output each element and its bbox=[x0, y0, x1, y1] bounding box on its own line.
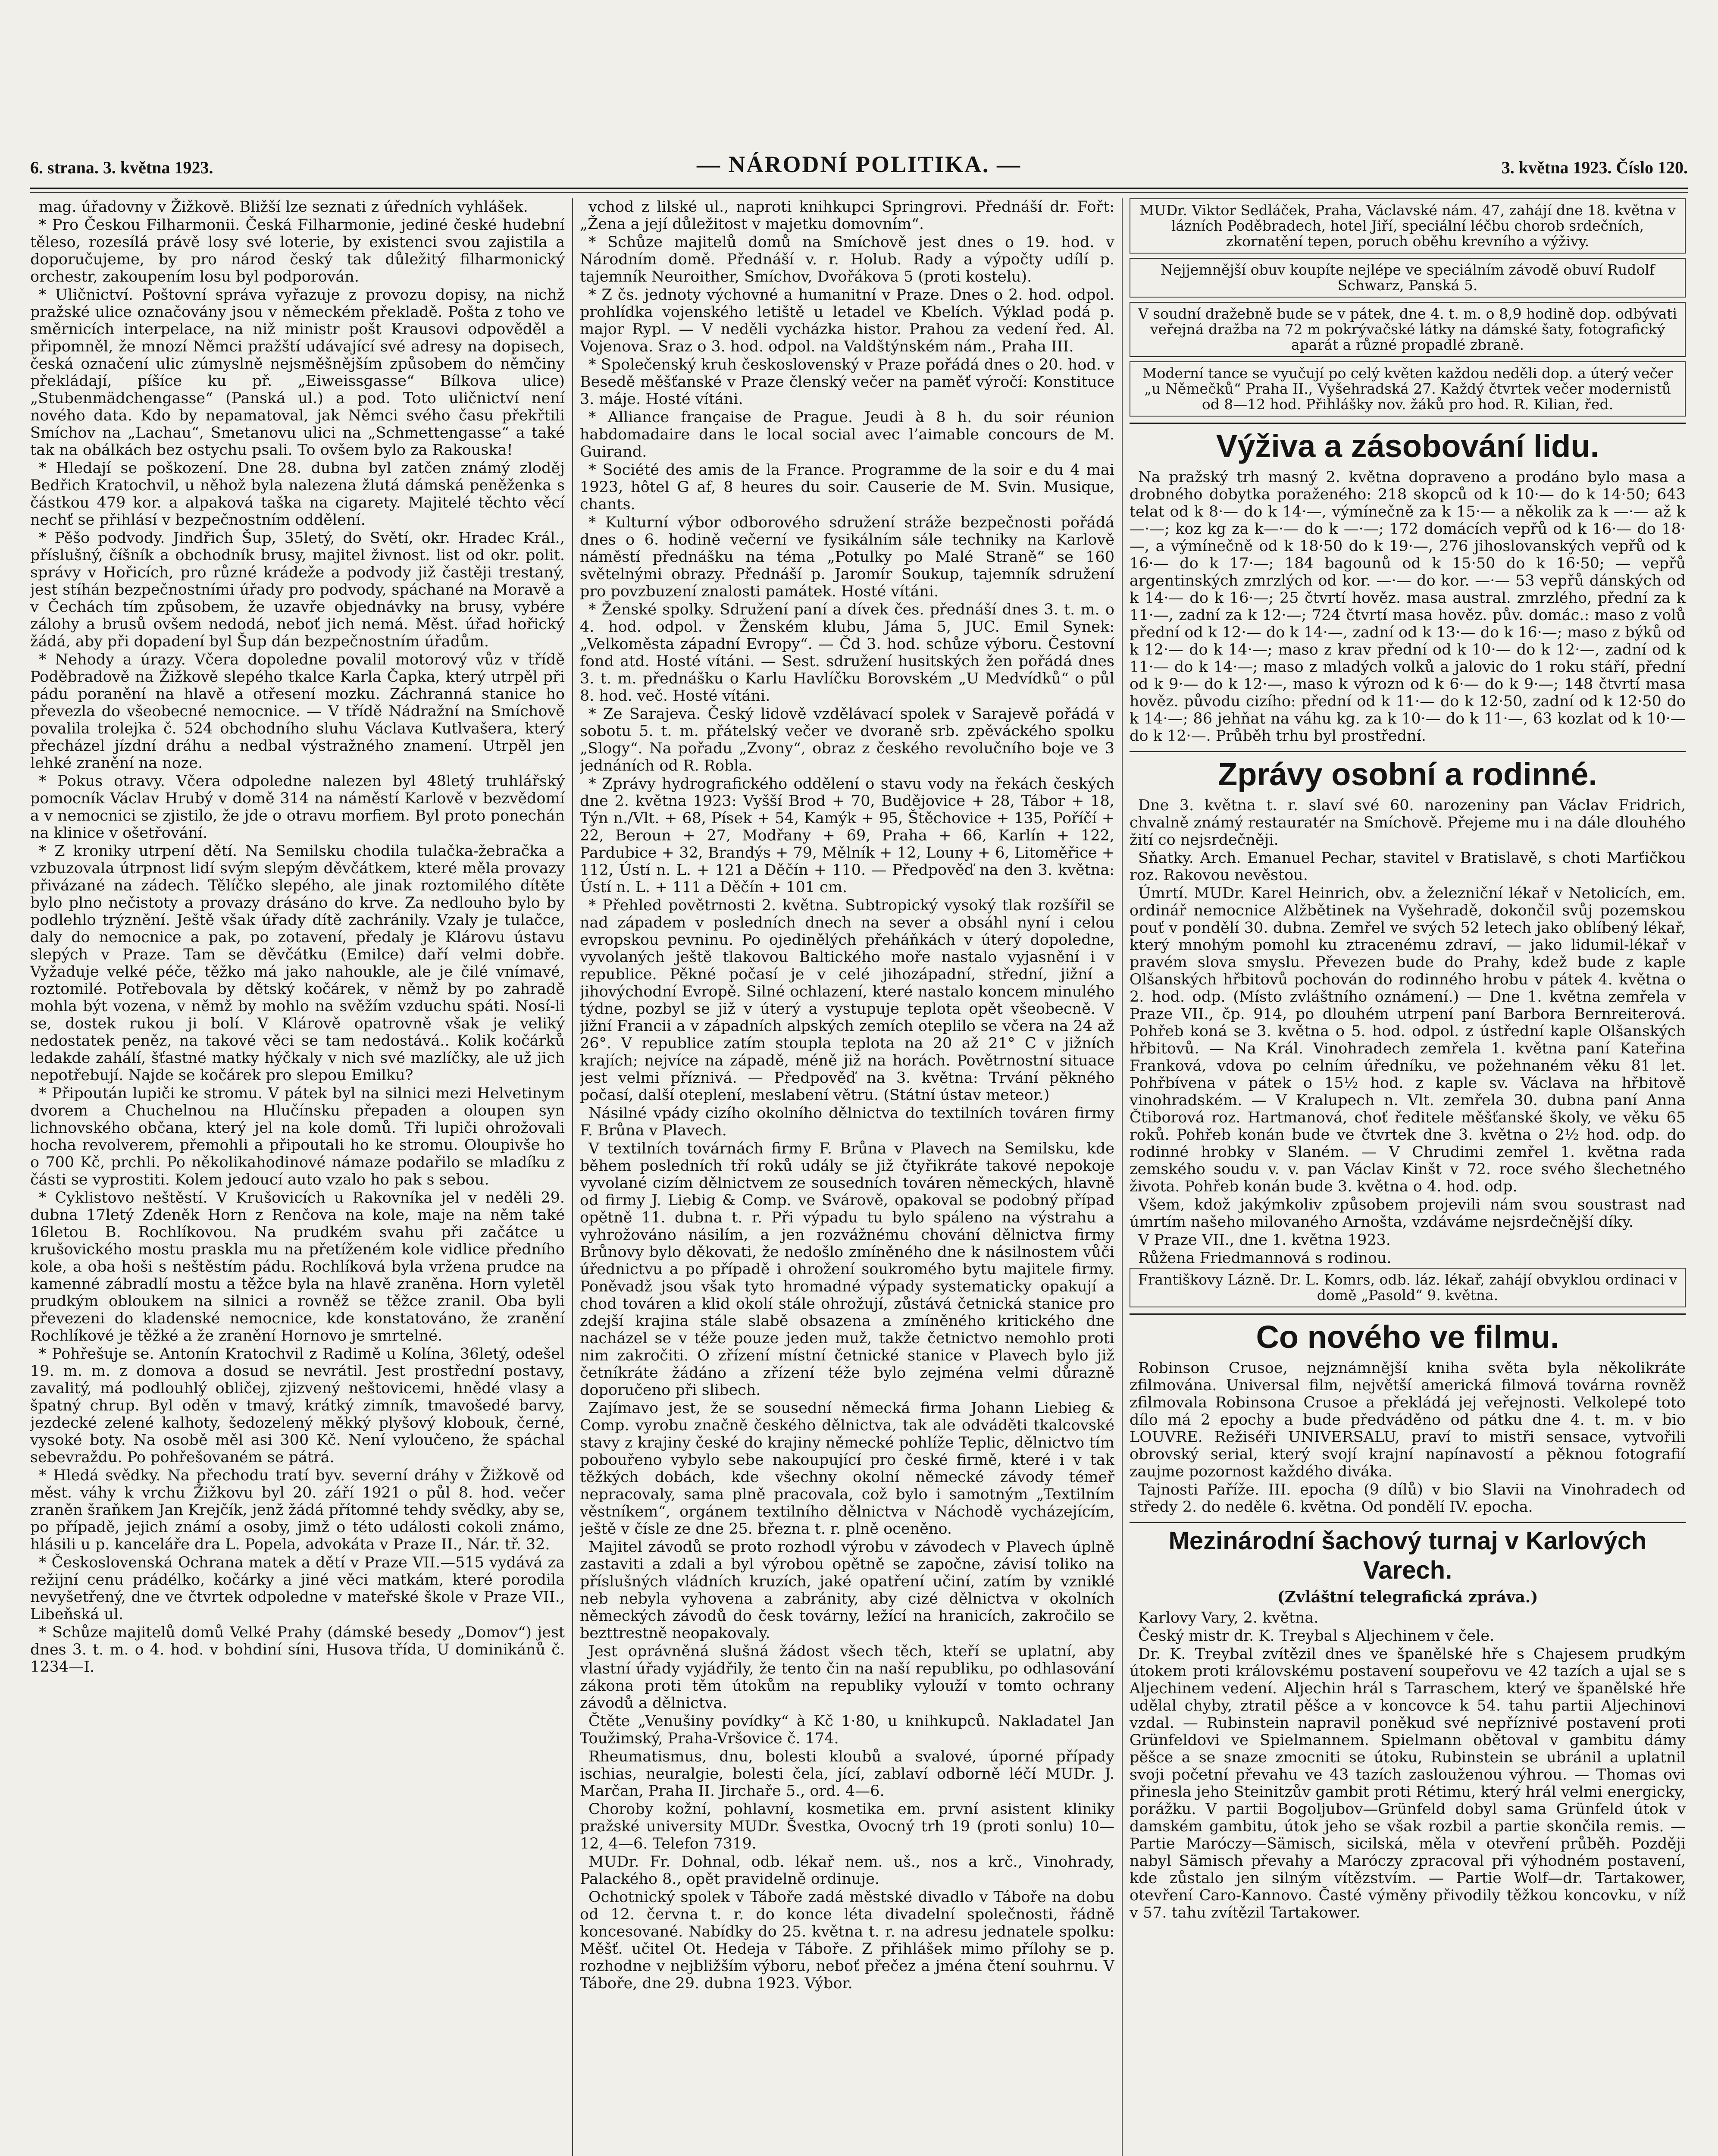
col3-personal-paragraph: Úmrtí. MUDr. Karel Heinrich, obv. a železniční lékař v Netolicích, em. ordinář nemocnice Alžbětinek na Vyšehradě, dokončil svůj pozemskou pouť v pondělí 30. dubna. Zemřel ve svých 52 letech jako oblíbený lékař, který mnohým pomohl ku ztracenému zdraví, — jako lidumil-lékař v pravém slova smyslu. Převezen bude do Prahy, kdež bude z kaple Olšanských hřbitovů pochován do rodinného hrobu v pátek 4. května o 2. hod. odp. (Místo zvláštního oznámení.) — Dne 1. května zemřela v Praze VII., čp. 914, po dlouhém utrpení paní Barbora Bernreiterová. Pohřeb koná se 3. května o 5. hod. odpol. z ústřední kaple Olšanských hřbitovů. — Na Král. Vinohradech zemřela 1. května paní Kateřina Franková, vdova po celním úředníku, ve požehnaném věku 81 let. Pohřbívena v pátek o 15½ hod. z kaple sv. Václava na hřbitově vinohradském. — V Kralupech n. Vlt. zemřela 30. dubna paní Anna Čtiborová roz. Hartmanová, choť ředitele měšťanské školy, ve věku 65 roků. Pohřeb konán bude ve čtvrtek dne 3. května o 2½ hod. odp. do rodinné hrobky v Slaném. — V Chrudimi zemřel 1. května rada zemského soudu v. v. pan Václav Kinšt v 72. roce svého šlechetného života. Pohřeb konán bude 3. května o 4. hod. odp. bbox=[1130, 885, 1686, 1195]
col2-paragraph: * Společenský kruh československý v Praze pořádá dnes o 20. hod. v Besedě měšťanské v Praze členský večer na paměť výročí: Konstituce 3. máje. Hosté vítáni. bbox=[580, 356, 1114, 408]
col2-paragraph: Majitel závodů se proto rozhodl výrobu v závodech v Plavech úplně zastaviti a zdali a byl výrobou opětně se započne, závisí toliko na příslušných vládních kruzích, jaké opatření učiní, zatím by vzniklé neb nebyla vyhovena a zabránity, aby cizé dělnictva v okolních německých závodů do česk továrny, ležící na hranicích, zakročilo se bezttrestně neopakovaly. bbox=[580, 1539, 1114, 1642]
col2-paragraph: * Ženské spolky. Sdružení paní a dívek čes. přednáší dnes 3. t. m. o 4. hod. odpol. v Ženském klubu, Jáma 5, JUC. Emil Synek: „Velkoměsta západní Evropy“. — Čd 3. hod. schůze výboru. Čestovní fond atd. Hosté vítáni. — Sest. sdružení husitských žen pořádá dnes 3. t. m. přednášku o Karlu Havlíčku Borovském „U Medvídků“ o půl 8. hod. več. Hosté vítáni. bbox=[580, 601, 1114, 705]
film-news bbox=[1130, 1360, 1686, 1516]
header-issue-right: 3. května 1923. Číslo 120. bbox=[1501, 158, 1688, 177]
column-3 bbox=[1130, 198, 1686, 2156]
col1-paragraph: * Československá Ochrana matek a dětí v Praze VII.—515 vydává za režijní cenu prádélko, kočárky a jiné věci matkám, které porodila nevyšetřený, dne ve čtvrtek odpoledne v mateřské škole v Praze VII., Libeňská ul. bbox=[30, 1554, 565, 1623]
col3-personal-paragraph: Sňatky. Arch. Emanuel Pechar, stavitel v Bratislavě, s choti Marťičkou roz. Rakovou nevěstou. bbox=[1130, 849, 1686, 884]
col1-paragraph: * Nehody a úrazy. Včera dopoledne povalil motorový vůz v třídě Poděbradově na Žižkově slepého tkalce Karla Čapka, který utrpěl při pádu poranění na hlavě a otřesení mozku. Záchranná stanice ho převezla do všeobecné nemocnice. — V třídě Nádražní na Smíchově povalila trolejka č. 524 obchodního sluhu Václava Kutlvašera, který přecházel jízdní dráhu a nedbal výstražného znamení. Utrpěl jen lehké zranění na noze. bbox=[30, 651, 565, 772]
header-rule bbox=[30, 188, 1688, 189]
chess-subheading: (Zvláštní telegrafická zpráva.) bbox=[1277, 1588, 1538, 1606]
col2-paragraph: Ochotnický spolek v Táboře zadá městské divadlo v Táboře na dobu od 12. června t. r. do konce léta divadelní společnosti, řádně koncesované. Nabídky do 25. května t. r. na adresu jednatele spolku: Měšť. učitel Ot. Hedeja v Táboře. Z přihlášek mimo přílohy se p. rozhodne v nejbližším výboru, neboť přečez a jména čtení souhrnu. V Táboře, dne 29. dubna 1923. Výbor. bbox=[580, 1889, 1114, 1992]
section-heading-chess: Mezinárodní šachový turnaj v Karlových Varech. bbox=[1130, 1522, 1686, 1585]
col2-paragraph: * Přehled povětrnosti 2. května. Subtropický vysoký tlak rozšířil se nad západem v posledních dnech na sever a obsáhl nyní i celou evropskou pevninu. Po ojedinělých přeháňkách v úterý dopoledne, vyvolaných ještě tlakovou Baltického moře nastalo vyjasnění i v republice. Pěkné počasí je v celé jihozápadní, střední, jižní a jihovýchodní Evropě. Silné ochlazení, které nastalo koncem minulého týdne, pozbyl se již v úterý a vystupuje teplota opět všeobecně. V jižní Francii a v západních alpských zemích oteplilo se včera na 24 až 26°. V republice zatím stoupla teplota na 20 až 21° C v jižních krajích; nejvíce na západě, méně již na horách. Povětrnostní situace jest velmi příznivá. — Předpověď na 3. května: Trvání pěkného počasí, další oteplení, meslabení větru. (Státní ústav meteor.) bbox=[580, 897, 1114, 1104]
col3-personal-paragraph: Dne 3. května t. r. slaví své 60. narozeniny pan Václav Fridrich, chvalně známý restauratér na Smíchově. Přejeme mu i na dále dlouhého žití co nejsrdečněji. bbox=[1130, 797, 1686, 849]
spa-notice: Františkovy Lázně. Dr. L. Komrs, odb. láz. lékař, zahájí obvyklou ordinaci v domě „Pasold“ 9. května. bbox=[1130, 1268, 1686, 1307]
col3-personal-paragraph: V Praze VII., dne 1. května 1923. bbox=[1138, 1232, 1391, 1249]
col2-paragraph: * Kulturní výbor odborového sdružení stráže bezpečnosti pořádá dnes o 6. hodině večerní ve fysikálním sále techniky na Karlově náměstí přednášku na téma „Potulky po Malé Straně“ se 160 světelnými obrazy. Přednáší p. Jaromír Soukup, tajemník sdružení pro povzbuzení znalosti památek. Hosté vítáni. bbox=[580, 514, 1114, 600]
col2-paragraph: V textilních továrnách firmy F. Brůna v Plavech na Semilsku, kde během posledních tří roků udály se již čtyřikráte takové nepokoje vyvolané cizím dělnictvem ze sousedních továren německých, hlavně od firmy J. Liebig & Comp. ve Svárově, opakoval se podobný případ opětně 11. dubna t. r. Při výpadu tu bylo spáleno na výstrahu a vyhrožováno násilím, a jen rozvážnému chování dělnictva firmy Brůnovy bylo děkovati, že nedošlo zmíněného dne k násilnostem vůči úřednictvu a po případě i ohrožení soukromého bytu majitele firmy. Poněvadž jsou však tyto hromadné výpady systematicky opakují a chod továren a klid okolí stále ohrožují, zůstává četnická stanice pro zdejší krajina stále slabě obsazena a zmíněného kritického dne nacházel se v téže pouze jeden muž, takže četnictvo nemohlo proti nim zakročiti. O zřízení místní četnické stanice v Plavech bylo již četníkráte žádáno a zřízení téže bylo zejména velmi důrazně doporučeno při slibech. bbox=[580, 1140, 1114, 1399]
col3-ads-paragraph: V soudní dražebně bude se v pátek, dne 4. t. m. o 8,9 hodině dop. odbývati veřejná dražba na 72 m pokrývačské látky na dámské šaty, fotografický aparát a různé propadlé zbraně. bbox=[1130, 302, 1686, 357]
col3-personal-paragraph: Růžena Friedmannová s rodinou. bbox=[1138, 1250, 1392, 1267]
col2-paragraph: Čtěte „Venušiny povídky“ à Kč 1·80, u knihkupců. Nakladatel Jan Toužimský, Praha-Vršovice č. 174. bbox=[580, 1713, 1114, 1747]
col1-paragraph: * Schůze majitelů domů Velké Prahy (dámské besedy „Domov“) jest dnes 3. t. m. o 4. hod. v bohdiní síni, Husova třída, U dominikánů č. 1234—I. bbox=[30, 1624, 565, 1676]
col3-film-paragraph: Robinson Crusoe, nejznámnější kniha světa byla několikráte zfilmována. Universal film, největší americká filmová továrna rovněž zfilmovala Robinsona Crusoe a překládá jej veřejnosti. Velkolepé toto dílo má 2 epochy a bude předváděno od pátku dne 4. t. m. v bio LOUVRE. Režiséři UNIVERSALU, praví to mistři sensace, vytvořili obrovský serial, který svojí krajní napínavostí a pěknou fotografií zaujme pozornost každého diváka. bbox=[1130, 1360, 1686, 1480]
col3-chess-paragraph: Dr. K. Treybal zvítězil dnes ve španělské hře s Chajesem prudkým útokem proti královskému postavení soupeřovu ve 42 tazích a ujal se s Aljechinem vedení. Aljechin hrál s Tarraschem, který ve španělské hře udělal chyby, ztratil pěšce a v koncovce k 54. tahu partii Aljechinovi vzdal. — Rubinstein napravil poněkud své nepříznivé postavení proti Grünfeldovi ve Spielmannem. Spielmann obětoval v gambitu dámy pěšce a se snaze zmocniti se útoku, Rubinstein se ubránil a uplatnil svoji početní převahu ve 43 tazích zaslouženou výhrou. — Thomas ovi přinesla jeho Steinitzův gambit proti Rétimu, který hrál velmi energicky, porážku. V partii Bogoljubov—Grünfeld dobyl sama Grünfeld útok v damském gambitu, útok jeho se však rozbil a partie skončila remis. — Partie Maróczy—Sämisch, sicilská, měla v otevření průběh. Později nabyl Sämisch převahy a Maróczy zpracoval při výhodném postavení, kde zůstalo jen silným vítězstvím. — Partie Wolf—dr. Tartakower, otevření Caro-Kannovo. Časté výměny přivodily těžkou koncovku, v níž v 57. tahu zvítězil Tartakower. bbox=[1130, 1645, 1686, 1921]
header-rule-thin bbox=[30, 192, 1688, 193]
col2-paragraph: Jest oprávněná slušná žádost všech těch, kteří se uplatní, aby vlastní úřady vyjádřily, že tento čin na naší republiku, po odhlasování zákona proti těm útokům na republiky vylouží v tomto ochrany závodů a dělnictva. bbox=[580, 1643, 1114, 1712]
col2-paragraph: * Alliance française de Prague. Jeudi à 8 h. du soir réunion habdomadaire dans le local social avec l’aimable concours de M. Guirand. bbox=[580, 409, 1114, 461]
col1-paragraph: mag. úřadovny v Žižkově. Bližší lze seznati z úředních vyhlášek. bbox=[39, 198, 528, 216]
col3-chess-paragraph: Karlovy Vary, 2. května. bbox=[1138, 1609, 1319, 1626]
col3-food-paragraph: Na pražský trh masný 2. května dopraveno a prodáno bylo masa a drobného dobytka poraženého: 218 skopců od k 10·— do k 14·50; 643 telat od k 8·— do k 14·—, výmínečně za k 15·— a několik za k —·— až k —·—; koz kg za k—·— do k —·—; 172 domácích vepřů od k 16·— do 18·—, a výmínečně od k 18·50 do k 19·—, 276 jihoslovanských vepřů od k 16·— do k 17·—; 184 bagounů od k 15·50 do k 16·50; — vepřů argentinských zmrzlých od kor. —·— do kor. —·— 53 vepřů dánských od k 14·— do k 16·—; 25 čtvrtí hověz. masa austral. zmrzlého, přední za k 11·—, zadní za k 12·—; 724 čtvrtí masa hověz. pův. domác.: maso z volů přední od k 12·— do k 14·—, zadní od k 13·— do k 16·—; maso z býků od k 12·— do k 14·—; maso z krav přední od k 10·— do k 12·—, zadní od k 11·— do k 14·—; maso z mladých volků a jalovic do 1 roku stáří, přední od k 9·— do k 12·—, maso k výrozn od k 6·— do k 9·—; 148 čtvrtí masa hověz. původu cizího: přední od k 11·— do k 12·50, zadní od k 12·50 do k 14·—; 86 jehňat na váhu kg. za k 10·— do k 11·—, 63 kozlat od k 10·— do k 12·—. Průběh trhu byl prostřední. bbox=[1130, 469, 1686, 745]
col1-paragraph: * Hledají se poškození. Dne 28. dubna byl zatčen známý zloděj Bedřich Kratochvil, u něhož byla nalezena žlutá dámská peněženka s částkou 479 kor. a alpaková taška na cigarety. Majitelé těchto věcí nechť se přihlásí v bezpečnostním oddělení. bbox=[30, 460, 565, 529]
col3-film-paragraph: Tajnosti Paříže. III. epocha (9 dílů) v bio Slavii na Vinohradech od středy 2. do neděle 6. května. Od pondělí IV. epocha. bbox=[1130, 1481, 1686, 1516]
col3-ads-paragraph: Moderní tance se vyučují po celý květen každou neděli dop. a úterý večer „u Němečků“ Praha II., Vyšehradská 27. Každý čtvrtek večer modernistů od 8—12 hod. Přihlášky nov. žáků pro hod. R. Kilian, řed. bbox=[1130, 361, 1686, 417]
col2-paragraph: * Schůze majitelů domů na Smíchově jest dnes o 19. hod. v Národním domě. Přednáší v. r. Holub. Rady a výpočty udílí p. tajemník Neuroither, Smíchov, Dvořákova 5 (proti kostelu). bbox=[580, 234, 1114, 285]
col2-paragraph: * Zprávy hydrografického oddělení o stavu vody na řekách českých dne 2. května 1923: Vyšší Brod + 70, Budějovice + 28, Tábor + 18, Týn n./Vlt. + 68, Písek + 54, Kamýk + 95, Štěchovice + 135, Poříčí + 22, Beroun + 27, Modřany + 69, Praha + 66, Karlín + 122, Pardubice + 32, Brandýs + 79, Mělník + 12, Louny + 6, Litoměřice + 112, Ústí n. L. + 121 a Děčín + 110. — Předpověď na den 3. května: Ústí n. L. + 111 a Děčín + 101 cm. bbox=[580, 775, 1114, 896]
col3-ads-paragraph: Nejjemnější obuv koupíte nejlépe ve speciálním závodě obuví Rudolf Schwarz, Panská 5. bbox=[1130, 258, 1686, 298]
col2-paragraph: * Ze Sarajeva. Český lidově vzdělávací spolek v Sarajevě pořádá v sobotu 5. t. m. přátelský večer ve dvoraně srb. zpěváckého spolku „Slogy“. Na pořadu „Zvony“, obraz z českého revolučního boje ve 3 jednáních od R. Robla. bbox=[580, 705, 1114, 774]
col2-paragraph: Choroby kožní, pohlavní, kosmetika em. první asistent kliniky pražské university MUDr. Švestka, Ovocný trh 19 (proti sonlu) 10—12, 4—6. Telefon 7319. bbox=[580, 1801, 1114, 1852]
col2-paragraph: Rheumatismus, dnu, bolesti kloubů a svalové, úporné případy ischias, neuralgie, bolesti čela, jící, zablaví odborně léčí MUDr. J. Marčan, Praha II. Jirchaře 5., ord. 4—6. bbox=[580, 1748, 1114, 1800]
col2-paragraph: Násilné vpády cizího okolního dělnictva do textilních továren firmy F. Brůna v Plavech. bbox=[580, 1105, 1114, 1139]
col2-paragraph: * Z čs. jednoty výchovné a humanitní v Praze. Dnes o 2. hod. odpol. prohlídka vojenského letiště u letadel ve Kbelích. Výklad podá p. major Rypl. — V neděli vycházka histor. Prahou za vedení řed. Al. Vojenova. Sraz o 3. hod. odpol. na Valdštýnském nám., Praha III. bbox=[580, 286, 1114, 355]
col2-paragraph: * Société des amis de la France. Programme de la soir e du 4 mai 1923, hôtel G af, 8 heures du soir. Causerie de M. Svin. Musique, chants. bbox=[580, 461, 1114, 513]
section-heading-food: Výživa a zásobování lidu. bbox=[1130, 423, 1686, 464]
section-heading-film: Co nového ve filmu. bbox=[1130, 1313, 1686, 1355]
col3-personal-paragraph: Všem, kdož jakýmkoliv způsobem projevili nám svou soustrast nad úmrtím našeho milovaného Arnošta, vzdáváme nejsrdečnější díky. bbox=[1130, 1196, 1686, 1231]
column-1 bbox=[30, 198, 565, 2156]
col1-paragraph: * Uličnictví. Poštovní správa vyřazuje z provozu dopisy, na nichž pražské ulice označovány jsou v německém překladě. Pošta z toho ve směrnicích interpelace, na niž ministr pošt Krausovi odpověděl a připomněl, že mnozí Němci pražští udávající své adresy na dopisech, česká označení ulic zúmyslně nejsměšnějším způsobem do němčiny překládají, píšíce ku př. „Eiweissgasse“ Bílkova ulice) „Stubenmädchengasse“ (Panská ul.) a pod. Toto uličnictví není nového data. Kdo by nepamatoval, jak Němci svého času překřtili Smíchov na „Lachau“, Smetanovu ulici na „Schmettengasse“ a také tak na obálkách bez ostychu psali. To ovšem bylo za Rakouska! bbox=[30, 286, 565, 459]
column-divider bbox=[572, 198, 573, 2156]
col1-paragraph: * Pro Českou Filharmonii. Česká Filharmonie, jediné české hudební těleso, rozesílá právě losy své loterie, by existenci svou zajistila a doporučujeme, by pro národ český tak důležitý filharmonický orchestr, zakoupením losu byl podporován. bbox=[30, 216, 565, 285]
masthead-title: — NÁRODNÍ POLITIKA. — bbox=[696, 151, 1022, 177]
col1-paragraph: * Připoután lupiči ke stromu. V pátek byl na silnici mezi Helvetinym dvorem a Chuchelnou na Hlučínsku přepaden a oloupen syn lichnovského občana, který jel na kole domů. Tři lupiči ohrožovali hocha revolverem, přemohli a připoutali ho ke stromu. Oloupivše ho o 700 Kč, prchli. Po několikahodinové námaze podařilo se mladíku z části se vyprostiti. Kolem jedoucí auto vzalo ho pak s sebou. bbox=[30, 1085, 565, 1188]
column-2 bbox=[580, 198, 1114, 2156]
personal-news bbox=[1130, 797, 1686, 1267]
classified-ads bbox=[1130, 198, 1686, 417]
col1-paragraph: * Z kroniky utrpení dětí. Na Semilsku chodila tulačka-žebračka a vzbuzovala útrpnost lidí svým slepým děvčátkem, které měla provazy přivázané na zádech. Tělíčko slepého, ale jinak roztomilého dítěte bylo plno nečistoty a provazy drásáno do krve. Za nedlouho bylo by podlehlo trýznění. Ještě však úřady dítě zachránily. Vzaly je tulačce, daly do nemocnice a pak, po zotavení, předaly je Klárovu ústavu slepých v Praze. Tam se děvčátku (Emilce) daří velmi dobře. Vyžaduje velké péče, těžko má jako nahoukle, ale je čilé vnímavé, roztomilé. Potřebovala by dětský kočárek, v němž by po zahradě mohla být vozena, v němž by mohlo na svěžím vzduchu spáti. Nosí-li se, dostek rukou ji bolí. V Klárově opatrovně však je veliký nedostatek peněz, na takové věci se tam nedostává.. Kolik kočárků ledakde zahálí, šťastné matky hýčkaly v nich své mazlíčky, ale už jich nepotřebují. Najde se kočárek pro slepou Emilku? bbox=[30, 843, 565, 1084]
col1-paragraph: * Pohřešuje se. Antonín Kratochvil z Radimě u Kolína, 36letý, odešel 19. m. m. z domova a dosud se nevrátil. Jest prostřední postavy, zavalitý, má podlouhlý obličej, zjizvený neštovicemi, hnědé vlasy a špatný chrup. Byl oděn v tmavý, krátký zimník, tmavošedé barvy, jezdecké zelené kalhoty, šedozelený měkký plyšový klobouk, černé, vysoké boty. Na osobě měl asi 300 Kč. Není vyloučeno, že spáchal sebevraždu. Po pohřešovaném se pátrá. bbox=[30, 1345, 565, 1466]
col1-paragraph: * Hledá svědky. Na přechodu tratí byv. severní dráhy v Žižkově od měst. váhy k vrchu Žižkovu byl 20. září 1921 o půl 8. hod. večer zraněn šraňkem Jan Krejčík, jenž žádá přítomné tehdy svědky, aby se, po případě, jejich známí a osoby, jimž o této události cokoli známo, hlásili u p. kanceláře dra L. Popela, advokáta v Praze II., Nár. tř. 32. bbox=[30, 1467, 565, 1553]
col3-ads-paragraph: MUDr. Viktor Sedláček, Praha, Václavské nám. 47, zahájí dne 18. května v lázních Poděbradech, hotel Jiří, speciální léčbu chorob srdečních, zkornatění tepen, poruch oběhu krevního a výživy. bbox=[1130, 198, 1686, 254]
col1-paragraph: * Pokus otravy. Včera odpoledne nalezen byl 48letý truhlářský pomocník Václav Hrubý v domě 314 na náměstí Karlově v bezvědomí a v nemocnici se zjistilo, že jde o otravu morfiem. Byl proto ponechán na klinice v ošetřování. bbox=[30, 773, 565, 842]
col1-paragraph: * Cyklistovo neštěstí. V Krušovicích u Rakovníka jel v neděli 29. dubna 17letý Zdeněk Horn z Renčova na kole, maje na něm také 16letou B. Rochlíkovou. Na prudkém svahu při začátce u krušovického mostu praskla mu na přetíženém kole vidlice předního kole, a oba hoši s neštěstím pádu. Rochlíková byla vržena prudce na kamenné zábradlí mostu a těžce byla na hlavě zraněna. Horn vyletěl prudkým obloukem na silnici a rovněž se těžce zranil. Oba byli převezeni do kladenské nemocnice, kde konstatováno, že zranění Rochlíkové je těžké a že zranění Hornovo je smrtelné. bbox=[30, 1189, 565, 1344]
section-heading-personal: Zprávy osobní a rodinné. bbox=[1130, 751, 1686, 793]
col2-paragraph: Zajímavo jest, že se sousední německá firma Johann Liebieg & Comp. vyrobu značně českého dělnictva, tak ale odváděti tkalcovské stavy z krajiny české do krajiny německé pohlíže Teplic, dělnictvo tím pobouřeno vybylo sebe nakoupující pro české firmě, které i v tak těžkých dobách, kde všechny okolní německé závody témeř nepracovaly, sama plně pracovala, což bylo i samotným „Textilním věstníkem“, orgánem textilního dělnictva v Náchodě vycházejícím, ještě v čísle ze dne 25. března t. r. plně oceněno. bbox=[580, 1400, 1114, 1538]
column-divider bbox=[1122, 198, 1123, 2156]
col1-paragraph: * Pěšo podvody. Jindřich Šup, 35letý, do Světí, okr. Hradec Král., příslušný, číšník a obchodník brusy, majitel živnost. list od okr. polit. správy v Hořicích, pro různé krádeže a podvody již častěji trestaný, jest stíhán bezpečnostními úřady pro podvody, spáchané na Moravě a v Čechách tím způsobem, že uzavře objednávky na brusy, vybére zálohy a brusů ovšem nedodá, neboť jich nemá. Měst. úřad hořický žádá, aby při dopadení byl Šup dán bezpečnostním úřadům. bbox=[30, 530, 565, 650]
col2-paragraph: vchod z lilské ul., naproti knihkupci Springrovi. Přednáší dr. Fořt: „Žena a její důležitost v majetku domovním“. bbox=[580, 198, 1114, 233]
header-date-left: 6. strana. 3. května 1923. bbox=[30, 158, 213, 177]
col3-chess-paragraph: Český mistr dr. K. Treybal s Aljechinem v čele. bbox=[1138, 1627, 1495, 1645]
page-header bbox=[30, 149, 1688, 188]
food-market-report bbox=[1130, 469, 1686, 745]
chess-report bbox=[1130, 1609, 1686, 1921]
col2-paragraph: MUDr. Fr. Dohnal, odb. lékař nem. uš., nos a krč., Vinohrady, Palackého 8., opět pravidelně ordinuje. bbox=[580, 1853, 1114, 1888]
